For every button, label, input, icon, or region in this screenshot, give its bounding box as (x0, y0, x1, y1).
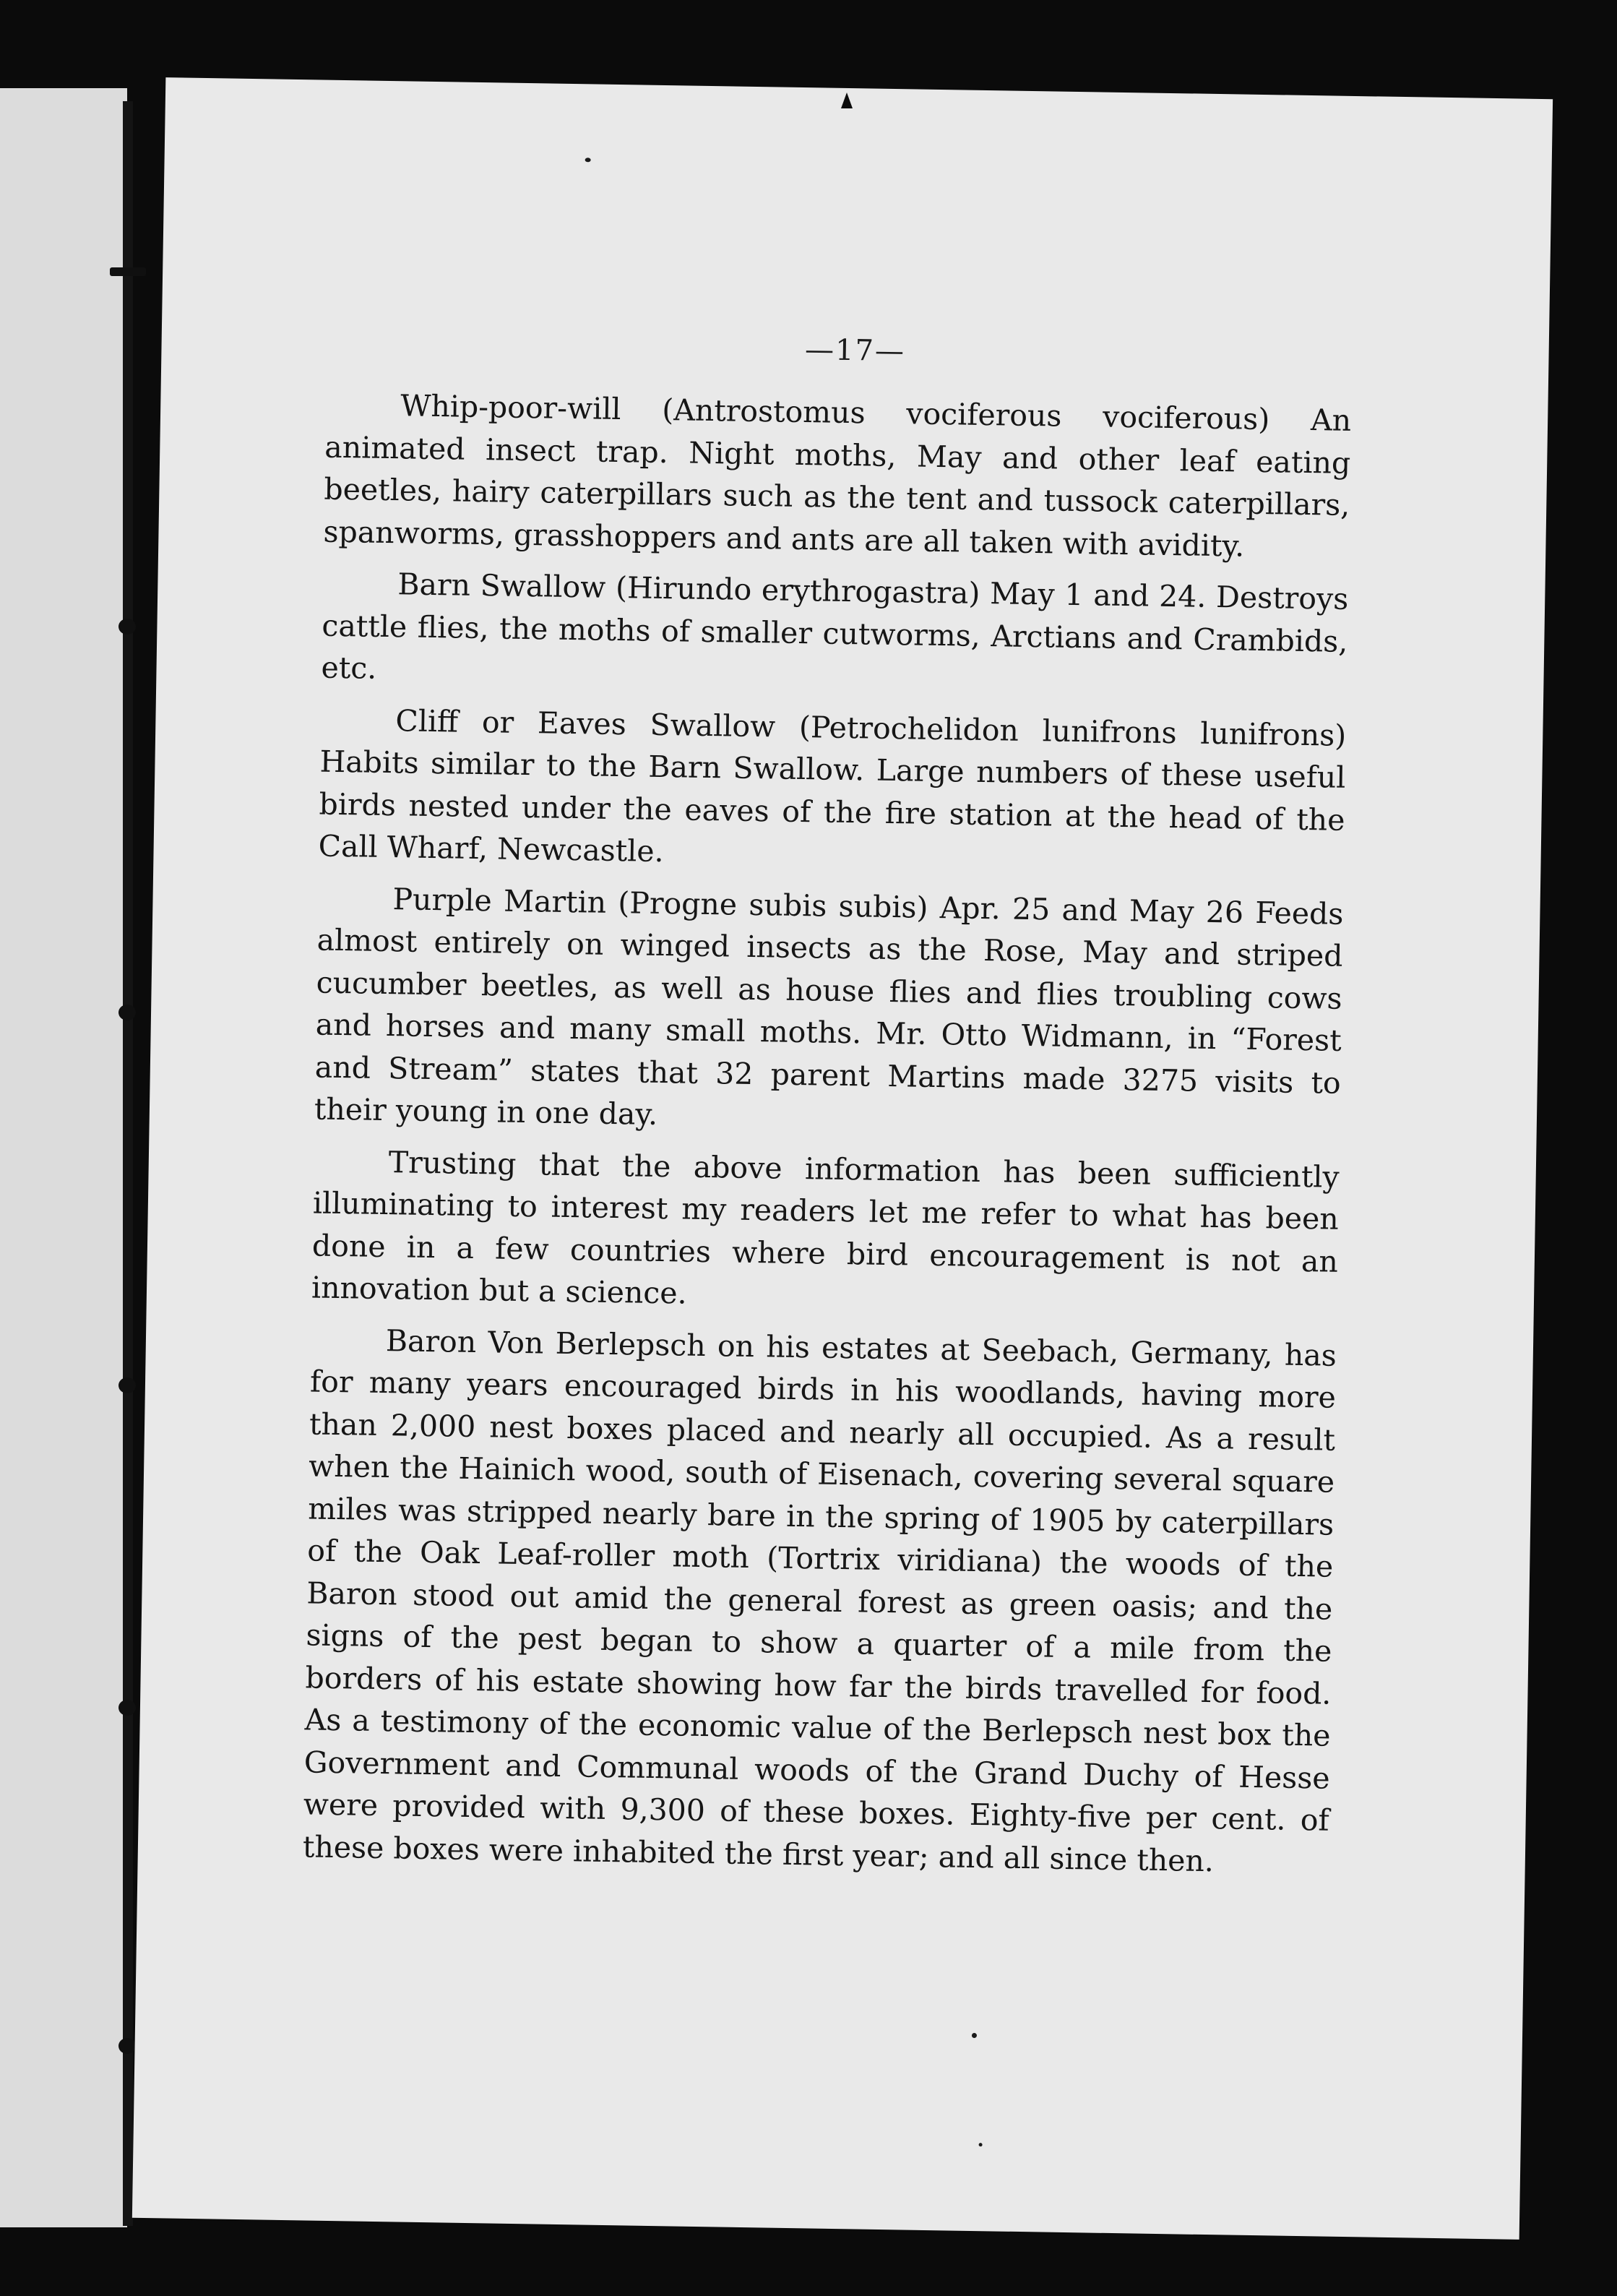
page-corner-mark (841, 93, 853, 108)
left-page-edge (0, 88, 127, 2227)
paragraph-cliff-swallow: Cliff or Eaves Swallow (Petrochelidon lunifrons lunifrons) Habits similar to the Barn Swallow. Large numbers of these useful birds nested under the eaves of the fire station at the head of the Call Wharf, Newcastle. (318, 702, 1347, 869)
binding-stitch (118, 619, 136, 635)
paragraph-baron-von-berlepsch: Baron Von Berlepsch on his estates at Seebach, Germany, has for many years encouraged birds in his woodlands, having more than 2,000 nest boxes placed and nearly all occupied. As a result when the Hainich wood, south of Eisenach, covering several square miles was stripped nearly bare in the spring of 1905 by caterpillars of the Oak Leaf-roller moth (Tortrix viridiana) the woods of the Baron stood out amid the general forest as green oasis; and the signs of the pest began to show a quarter of a mile from the borders of his estate showing how far the birds travelled for food. As a testimony of the economic value of the Berlepsch nest box the Government and Communal woods of the Grand Duchy of Hesse were provided with 9,300 of these boxes. Eighty-five per cent. of these boxes were inhabited the first year; and all since then. (302, 1323, 1337, 1878)
binding-stitch (118, 1377, 136, 1393)
paragraph-purple-martin: Purple Martin (Progne subis subis) Apr. 25 and May 26 Feeds almost entirely on winged insects as the Rose, May and striped cucumber beetles, as well as house flies and flies troubling cows and horses and many small moths. Mr. Otto Widmann, in “Forest and Stream” states that 32 parent Martins made 3275 visits to their young in one day. (314, 881, 1344, 1132)
scan-speck (972, 2033, 977, 2038)
body-text (302, 384, 1351, 1893)
binding-stitch (110, 267, 146, 276)
paragraph-whip-poor-will: Whip-poor-will (Antrostomus vociferous vociferous) An animated insect trap. Night moths, May and other leaf eating beetles, hairy caterpillars such as the tent and tussock caterpillars, spanworms, grasshoppers and ants are all taken with avidity. (323, 388, 1352, 564)
binding-stitch (118, 1700, 136, 1716)
binding-gutter (123, 101, 133, 2226)
page-number: —17— (804, 333, 906, 369)
scan-speck (979, 2143, 983, 2146)
scan-speck (585, 158, 591, 162)
paragraph-barn-swallow: Barn Swallow (Hirundo erythrogastra) May 1 and 24. Destroys cattle flies, the moths of smaller cutworms, Arctians and Crambids, etc. (321, 567, 1349, 686)
binding-stitch (118, 1005, 136, 1020)
document-page (132, 77, 1553, 2240)
paragraph-trusting: Trusting that the above information has been sufficiently illuminating to interest my readers let me refer to what has been done in a few countries where bird encouragement is not an innovation but a science. (311, 1144, 1340, 1311)
scan-specks (165, 77, 1553, 99)
binding-stitch (118, 2038, 136, 2054)
